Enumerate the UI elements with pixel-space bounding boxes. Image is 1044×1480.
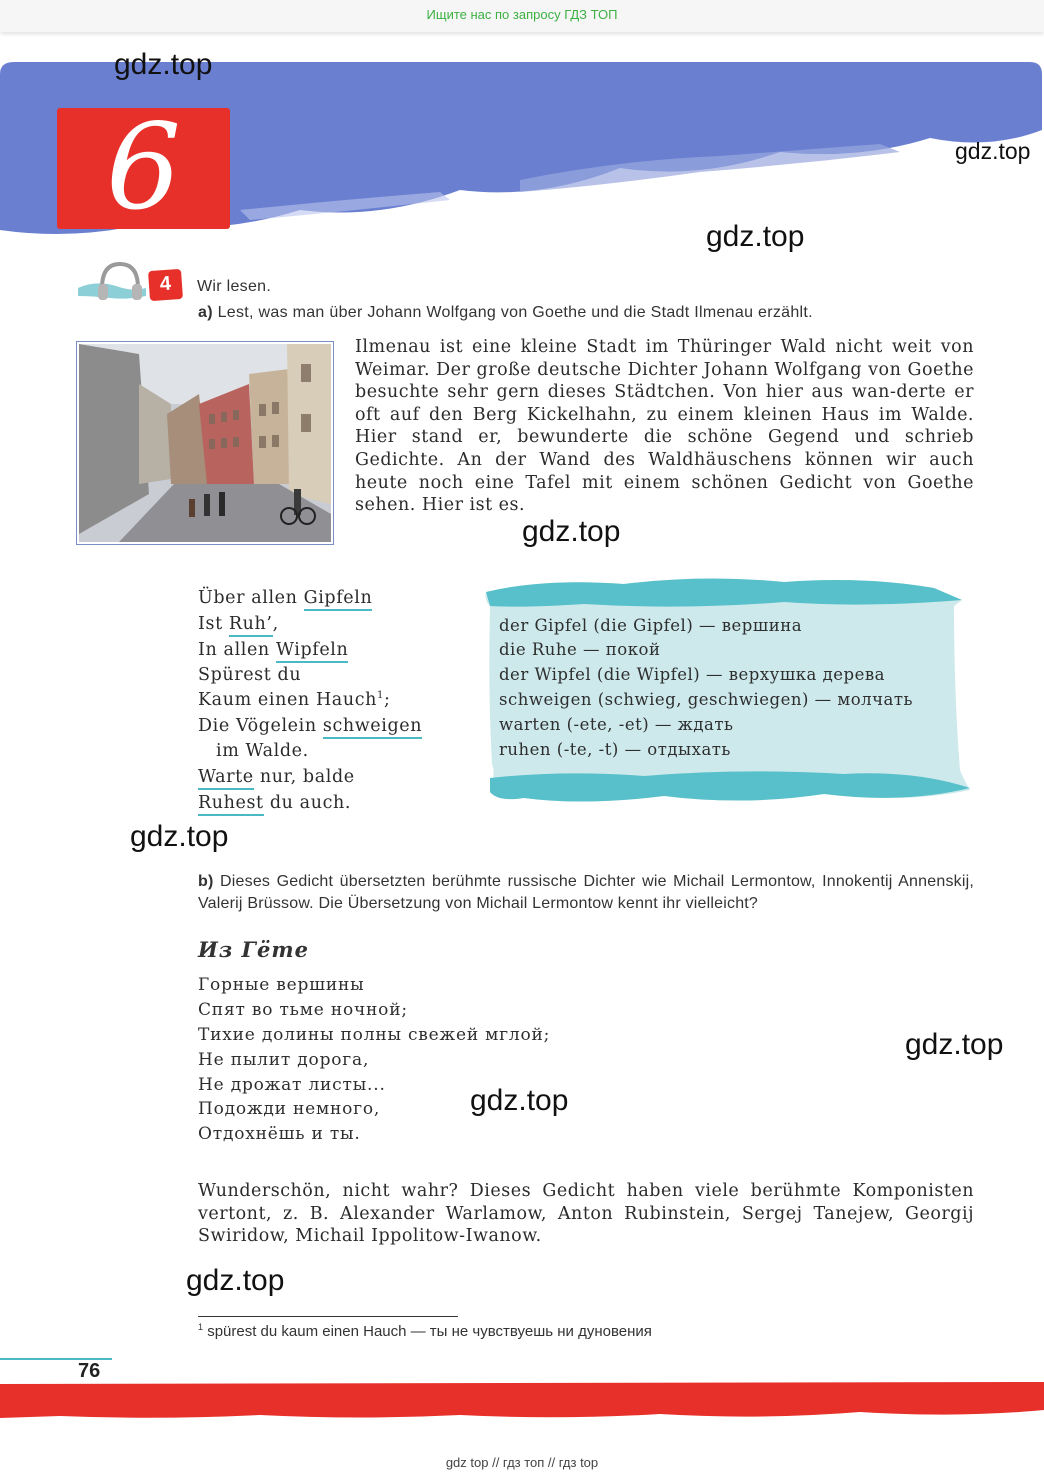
part-a-text: Lest, was man über Johann Wolfgang von Goethe und die Stadt Ilmenau erzählt.: [217, 304, 813, 321]
closing-text: Wunderschön, nicht wahr? Dieses Gedicht haben viele berühmte Komponisten vertont, z. B. Alexander Warlamow, Anton Rubinstein, Sergej Tanejew, Georgij Swiridow, Michail Ippolitow-Iwanow.: [198, 1181, 974, 1247]
poem-text: nur, balde: [253, 767, 355, 787]
chapter-number: 6: [105, 98, 182, 236]
watermark: gdz.top: [955, 138, 1031, 164]
poem-text: In allen: [198, 640, 276, 660]
poem-text: ;: [383, 690, 391, 710]
poem-underlined-word: Ruh’: [229, 614, 273, 637]
poem-text: Über allen: [198, 588, 304, 608]
poem-underlined-word: Warte: [198, 767, 254, 790]
poem-line: [198, 716, 422, 736]
watermark: gdz.top: [706, 220, 805, 253]
poem-line: Spürest du: [198, 665, 302, 685]
russian-poem-line: Подожди немного,: [198, 1099, 381, 1119]
poem-underlined-word: Wipfeln: [276, 640, 348, 663]
footnote-mark: 1: [198, 1322, 204, 1332]
footnote: [198, 1322, 652, 1340]
footnote-ref: 1: [377, 690, 384, 702]
watermark: gdz.top: [905, 1028, 1004, 1061]
street-photo-illustration: [79, 344, 331, 542]
top-banner-text: Ищите нас по запросу ГДЗ ТОП: [426, 7, 618, 22]
russian-poem-line: Не дрожат листы...: [198, 1075, 386, 1095]
part-a-letter: a): [198, 304, 213, 321]
watermark: gdz.top: [114, 48, 213, 81]
vocabulary-item: schweigen (schwieg, geschwiegen) — молчать: [499, 690, 914, 709]
footnote-divider: [198, 1316, 458, 1317]
part-a-instruction: [198, 304, 813, 322]
russian-poem-line: Спят во тьме ночной;: [198, 1000, 408, 1020]
vocabulary-item: der Gipfel (die Gipfel) — вершина: [499, 616, 803, 635]
bottom-links: gdz top // гдз топ // гдз top: [445, 1455, 599, 1470]
poem-underlined-word: Gipfeln: [304, 588, 373, 611]
vocabulary-item: warten (-ete, -et) — ждать: [499, 715, 734, 734]
footnote-text: spürest du kaum einen Hauch — ты не чувствуешь ни дуновения: [207, 1323, 652, 1340]
poem-text: du auch.: [263, 793, 352, 813]
exercise-title: Wir lesen.: [197, 278, 272, 295]
poem-line: [198, 690, 390, 710]
poem-underlined-word: schweigen: [323, 716, 422, 739]
watermark: gdz.top: [522, 515, 621, 548]
vocabulary-item: ruhen (-te, -t) — отдыхать: [499, 740, 731, 759]
paragraph-text: Ilmenau ist eine kleine Stadt im Thüringer Wald nicht weit von Weimar. Der große deutsche Dichter Johann Wolfgang von Goethe besuchte sehr gern dieses Städtchen. Von hier aus wan-derte er oft auf den Berg Kickelhahn, zu einem kleinen Haus im Walde. Hier stand er, bewunderte die schöne Gegend und schrieb Gedichte. An der Wand des Waldhäuschens können wir auch heute noch eine Tafel mit einem schönen Gedicht von Goethe sehen. Hier ist es.: [355, 337, 974, 516]
part-b-letter: b): [198, 873, 214, 890]
russian-poem-line: Не пылит дорога,: [198, 1050, 370, 1070]
russian-poem-title: Из Гёте: [198, 937, 309, 962]
chapter-badge: [57, 98, 230, 236]
exercise-number: 4: [159, 272, 172, 296]
poem-line: im Walde.: [216, 741, 309, 761]
poem-text: ,: [272, 614, 279, 634]
poem-underlined-word: Ruhest: [198, 793, 264, 816]
ilmenau-paragraph: [355, 336, 974, 517]
exercise-number-badge: [148, 269, 183, 301]
poem-line: [198, 588, 372, 608]
poem-line: [198, 614, 279, 634]
russian-poem-line: Отдохнёшь и ты.: [198, 1124, 361, 1144]
poem-text: Kaum einen Hauch: [198, 690, 377, 710]
headphones-icon: [76, 258, 148, 306]
russian-poem-line: Тихие долины полны свежей мглой;: [198, 1025, 551, 1045]
watermark: gdz.top: [470, 1084, 569, 1117]
page-number: 76: [78, 1360, 101, 1382]
closing-paragraph: [198, 1180, 974, 1248]
ilmenau-photo: [76, 341, 334, 545]
vocabulary-item: der Wipfel (die Wipfel) — верхушка дерева: [499, 665, 885, 684]
russian-poem-line: Горные вершины: [198, 975, 365, 995]
vocabulary-item: die Ruhe — покой: [499, 640, 661, 659]
poem-line: [198, 640, 348, 660]
poem-line: [198, 767, 355, 787]
watermark: gdz.top: [186, 1264, 285, 1297]
poem-line: [198, 793, 351, 813]
part-b-instruction: [198, 871, 974, 915]
part-b-text: Dieses Gedicht übersetzten berühmte russische Dichter wie Michail Lermontow, Innokentij Annenskij, Valerij Brüssow. Die Übersetzung von Michail Lermontow kennt ihr vielleicht?: [198, 873, 974, 912]
poem-text: Ist: [198, 614, 229, 634]
footer-red-band: [0, 1382, 1044, 1422]
poem-text: Die Vögelein: [198, 716, 323, 736]
watermark: gdz.top: [130, 820, 229, 853]
